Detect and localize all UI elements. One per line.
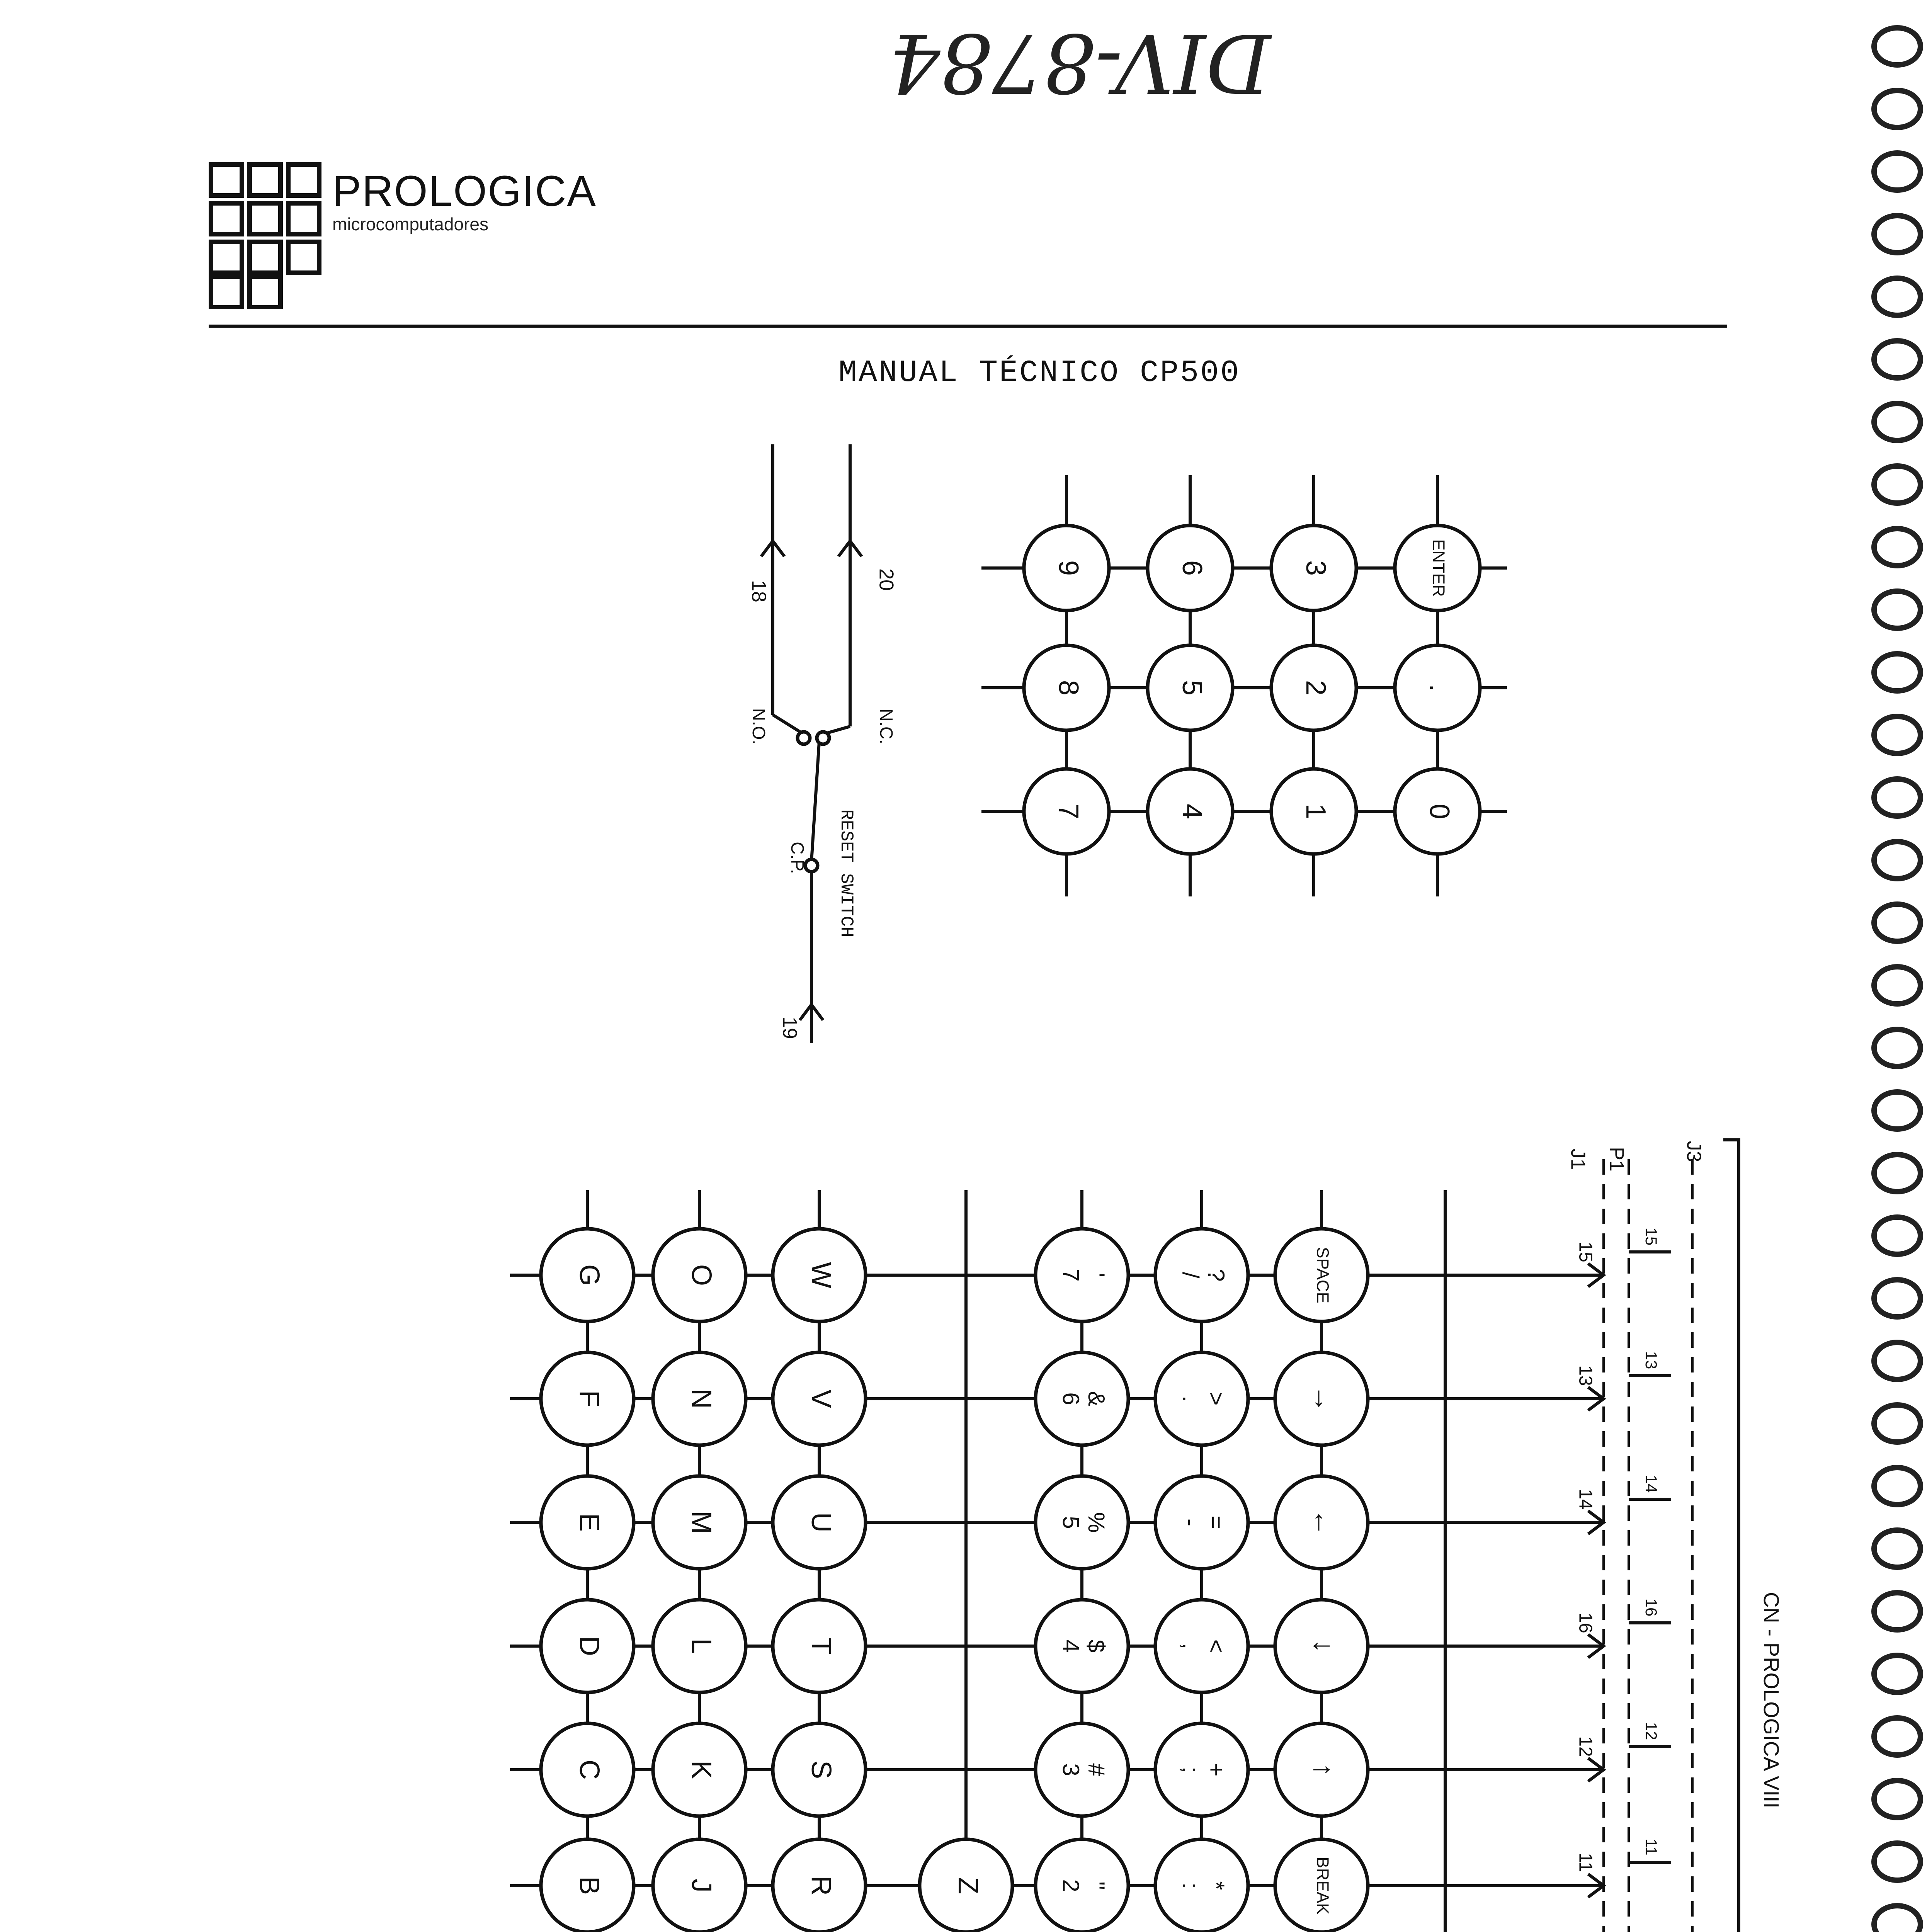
keypad-key-label: 1 [1300,803,1331,820]
row-pin-label: 16 [1575,1612,1596,1633]
keypad-key-label: 5 [1176,680,1208,696]
matrix-key-label: *: [1178,1881,1230,1890]
matrix-key-label: S [805,1760,837,1779]
binding-ring [1874,779,1920,816]
matrix-key-label: #3 [1058,1763,1110,1776]
binding-ring [1874,1781,1920,1818]
binding-ring [1874,1280,1920,1317]
keypad-key-label: 0 [1423,803,1455,820]
reset-contact-node [798,732,810,744]
matrix-key-label: D [573,1636,605,1656]
binding-ring [1874,466,1920,503]
matrix-key-label: E [573,1513,605,1532]
row-pin-label: 12 [1575,1736,1596,1757]
matrix-key-label: U [805,1512,837,1532]
matrix-key-label: C [573,1760,605,1780]
matrix-key-label: $4 [1058,1639,1110,1653]
binding-ring [1874,1029,1920,1066]
row-pin-label: 14 [1642,1475,1660,1493]
binding-ring [1874,967,1920,1004]
binding-ring [1874,1217,1920,1254]
brand-subtitle: microcomputadores [332,214,488,234]
matrix-key-label: K [685,1760,717,1779]
binding-ring [1874,1530,1920,1567]
reset-pin-label: 19 [778,1017,801,1039]
keypad-key-label: 6 [1176,560,1208,576]
keypad-key-label: ENTER [1429,539,1448,597]
binding-ring [1874,842,1920,879]
matrix-key-label: ↓ [1308,1639,1339,1653]
matrix-key-label: B [573,1876,605,1895]
matrix-key-label: V [805,1389,837,1408]
binding-ring [1874,1843,1920,1880]
binding-ring [1874,1092,1920,1129]
matrix-key-label: → [1308,1385,1339,1413]
binding-ring [1874,1593,1920,1630]
reset-pin-label: 18 [747,580,770,602]
binding-ring [1874,654,1920,691]
matrix-key-label: '7 [1058,1269,1110,1282]
matrix-key-label: G [573,1264,605,1286]
manual-title: MANUAL TÉCNICO CP500 [838,355,1241,391]
matrix-key-label: W [805,1262,837,1288]
keypad-key-label: 2 [1300,680,1331,696]
matrix-key-label: T [805,1638,837,1655]
row-pin-label: 15 [1642,1227,1660,1246]
matrix-key-label: J [685,1879,717,1893]
row-pin-label: 11 [1575,1853,1596,1872]
row-pin-label: 11 [1642,1838,1660,1855]
matrix-key-label: Z [952,1877,983,1894]
binding-ring [1874,341,1920,378]
binding-ring [1874,904,1920,941]
binding-ring [1874,28,1920,65]
keypad-key-label: 9 [1053,560,1084,576]
right-connector-label: P1 [1605,1147,1628,1172]
binding-ring [1874,216,1920,253]
row-pin-label: 16 [1642,1598,1660,1617]
matrix-key-label: ← [1308,1509,1339,1536]
binding-ring [1874,1155,1920,1192]
matrix-key-label: =- [1178,1515,1230,1529]
row-pin-label: 15 [1575,1242,1596,1262]
reset-contact-no [773,715,804,734]
handwritten-reference-top: DIV-8784 [889,15,1271,110]
binding-ring [1874,1906,1920,1932]
reset-pin-label: 20 [875,568,898,591]
reset-contact-label: N.C. [876,709,896,744]
binding-ring [1874,1718,1920,1755]
binding-ring [1874,153,1920,190]
matrix-key-label: +; [1178,1763,1230,1777]
row-pin-label: 13 [1642,1351,1660,1369]
reset-contact-label: C.P. [787,842,808,874]
binding-ring [1874,278,1920,315]
keypad-key-label: 7 [1053,803,1084,820]
matrix-key-label: <, [1178,1639,1230,1653]
keypad-key-label: 3 [1300,560,1331,576]
keypad-key-label: . [1423,684,1455,692]
matrix-key-label: M [685,1511,717,1534]
binding-ring [1874,1342,1920,1379]
binding-ring [1874,716,1920,753]
spiral-binding [1839,23,1932,1932]
matrix-key-label: F [573,1390,605,1407]
reset-switch-arm [811,742,819,862]
matrix-key-label: %5 [1058,1512,1110,1533]
matrix-key-label: SPACE [1313,1247,1332,1303]
binding-ring [1874,90,1920,128]
reset-switch-label: RESET SWITCH [836,809,856,937]
matrix-key-label: ↑ [1308,1763,1339,1777]
matrix-key-label: N [685,1389,717,1409]
right-board-label: CN - PROLOGICA VIII [1759,1592,1784,1809]
matrix-key-label: R [805,1876,837,1896]
row-pin-label: 12 [1642,1722,1660,1740]
right-board-brace [1723,1140,1739,1932]
matrix-key-label: >. [1178,1392,1230,1406]
row-pin-label: 14 [1575,1489,1596,1510]
keypad-key-label: 8 [1053,680,1084,696]
matrix-key-label: "2 [1058,1879,1110,1892]
binding-ring [1874,1405,1920,1442]
binding-ring [1874,1655,1920,1692]
reset-contact-label: N.O. [748,708,769,745]
binding-ring [1874,403,1920,440]
matrix-key-label: L [685,1638,717,1654]
matrix-key-label: &6 [1058,1391,1110,1407]
binding-ring [1874,1468,1920,1505]
row-pin-label: 13 [1575,1365,1596,1386]
right-connector-label: J1 [1566,1148,1589,1170]
matrix-key-label: O [685,1264,717,1286]
binding-ring [1874,591,1920,628]
right-connector-label: J3 [1682,1141,1705,1162]
matrix-key-label: ?/ [1178,1269,1230,1282]
keypad-key-label: 4 [1176,803,1208,820]
brand-name: PROLOGICA [332,167,597,215]
matrix-key-label: BREAK [1313,1857,1332,1915]
binding-ring [1874,529,1920,566]
